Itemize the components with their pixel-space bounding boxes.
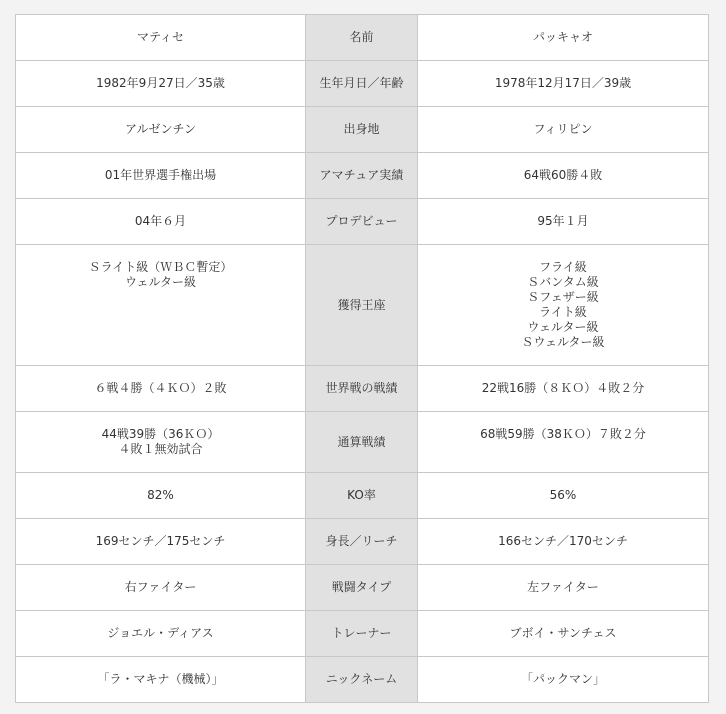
- pacquiao-value: 68戦59勝（38ＫＯ）７敗２分: [418, 412, 709, 473]
- row-label: 戦闘タイプ: [306, 565, 418, 611]
- row-label: 通算戦績: [306, 412, 418, 473]
- pacquiao-value: 64戦60勝４敗: [418, 153, 709, 199]
- row-label: 生年月日／年齢: [306, 61, 418, 107]
- matthysse-value: ジョエル・ディアス: [16, 611, 306, 657]
- pacquiao-value: ブボイ・サンチェス: [418, 611, 709, 657]
- table-row: [16, 61, 709, 107]
- table-row: [16, 519, 709, 565]
- table-row: [16, 412, 709, 473]
- table-row: [16, 15, 709, 61]
- table-row: [16, 107, 709, 153]
- pacquiao-value: 左ファイター: [418, 565, 709, 611]
- table-row: [16, 153, 709, 199]
- pacquiao-value: 1978年12月17日／39歳: [418, 61, 709, 107]
- table-row: [16, 245, 709, 366]
- pacquiao-value: 22戦16勝（８ＫＯ）４敗２分: [418, 366, 709, 412]
- pacquiao-value: 166センチ／170センチ: [418, 519, 709, 565]
- pacquiao-name: パッキャオ: [418, 15, 709, 61]
- matthysse-value: 44戦39勝（36ＫＯ） ４敗１無効試合: [16, 412, 306, 473]
- matthysse-value: 「ラ・マキナ（機械）」: [16, 657, 306, 703]
- table-row: [16, 473, 709, 519]
- row-label: KO率: [306, 473, 418, 519]
- matthysse-value: 82%: [16, 473, 306, 519]
- table-row: [16, 611, 709, 657]
- table-row: [16, 199, 709, 245]
- pacquiao-value: 「パックマン」: [418, 657, 709, 703]
- row-label: プロデビュー: [306, 199, 418, 245]
- row-label: アマチュア実績: [306, 153, 418, 199]
- row-label: ニックネーム: [306, 657, 418, 703]
- pacquiao-value: フィリピン: [418, 107, 709, 153]
- row-label: 獲得王座: [306, 245, 418, 366]
- matthysse-name: マティセ: [16, 15, 306, 61]
- matthysse-value: 04年６月: [16, 199, 306, 245]
- matthysse-value: Ｓライト級（ＷＢＣ暫定） ウェルター級: [16, 245, 306, 366]
- matthysse-value: 1982年9月27日／35歳: [16, 61, 306, 107]
- pacquiao-value: 95年１月: [418, 199, 709, 245]
- comparison-table-container: [15, 14, 708, 703]
- pacquiao-value: 56%: [418, 473, 709, 519]
- row-label: 名前: [306, 15, 418, 61]
- table-row: [16, 565, 709, 611]
- table-row: [16, 366, 709, 412]
- matthysse-value: アルゼンチン: [16, 107, 306, 153]
- table-row: [16, 657, 709, 703]
- fighter-comparison-table: [15, 14, 709, 703]
- matthysse-value: 01年世界選手権出場: [16, 153, 306, 199]
- row-label: トレーナー: [306, 611, 418, 657]
- matthysse-value: ６戦４勝（４ＫＯ）２敗: [16, 366, 306, 412]
- row-label: 出身地: [306, 107, 418, 153]
- pacquiao-value: フライ級 Ｓバンタム級 Ｓフェザー級 ライト級 ウェルター級 Ｓウェルター級: [418, 245, 709, 366]
- row-label: 世界戦の戦績: [306, 366, 418, 412]
- row-label: 身長／リーチ: [306, 519, 418, 565]
- matthysse-value: 169センチ／175センチ: [16, 519, 306, 565]
- matthysse-value: 右ファイター: [16, 565, 306, 611]
